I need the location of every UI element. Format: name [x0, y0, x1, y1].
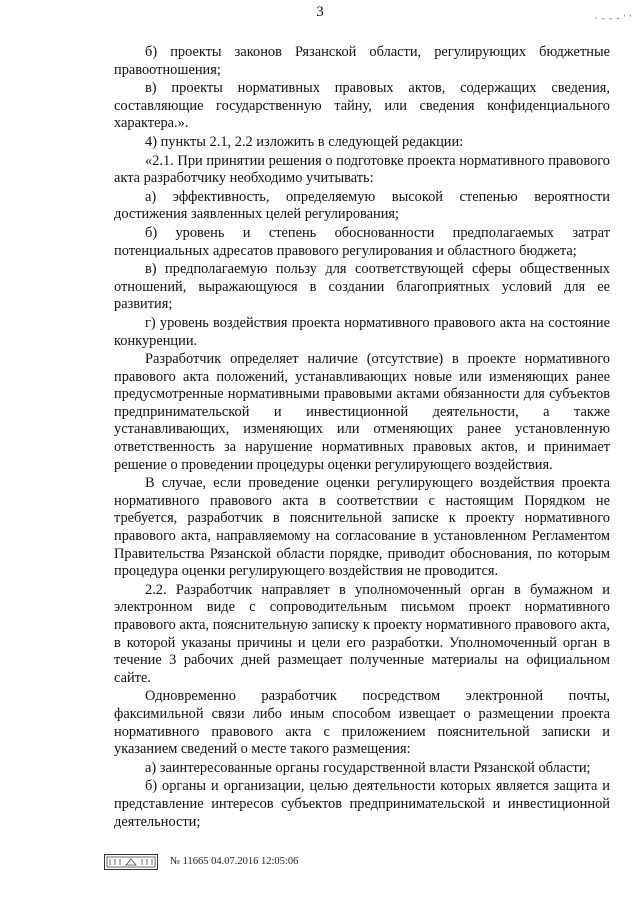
paragraph-6: б) уровень и степень обоснованности предполагаемых затрат потенциальных адресатов правового регулирования и областного бюджета;	[114, 224, 610, 259]
government-seal-icon	[104, 854, 158, 870]
paragraph-7: в) предполагаемую пользу для соответствующей сферы общественных отношений, выражающуюся в создании благоприятных условий для ее развития;	[114, 261, 610, 313]
paragraph-2: в) проекты нормативных правовых актов, содержащих сведения, составляющие государственную тайну, или сведения конфиденциального характера.».	[114, 80, 610, 132]
paragraph-11: 2.2. Разработчик направляет в уполномоченный орган в бумажном и электронном виде с сопроводительным письмом проект нормативного правового акта, пояснительную записку к проекту нормативного правового акта, в которой указаны причины и цели его разработки. Уполномоченный орган в течение 3 рабочих дней размещает полученные материалы на официальном сайте.	[114, 581, 610, 686]
document-stamp: № 11665 04.07.2016 12:05:06	[170, 856, 299, 868]
paragraph-12: Одновременно разработчик посредством электронной почты, факсимильной связи либо иным способом извещает о размещении проекта нормативного правового акта с приложением пояснительной записки и указанием сведений о месте такого размещения:	[114, 688, 610, 758]
paragraph-3: 4) пункты 2.1, 2.2 изложить в следующей редакции:	[145, 133, 464, 150]
paragraph-13: а) заинтересованные органы государственной власти Рязанской области;	[145, 759, 591, 776]
paragraph-9: Разработчик определяет наличие (отсутствие) в проекте нормативного правового акта положений, устанавливающих новые или изменяющих ранее предусмотренные нормативными правовыми актами обязанности для субъектов предпринимательской и инвестиционной деятельности, а также устанавливающих, изменяющих или отменяющих ранее установленную ответственность за нарушение нормативных правовых актов, и принимает решение о проведении процедуры оценки регулирующего воздействия.	[114, 351, 610, 473]
page-number: 3	[316, 4, 324, 20]
paragraph-8: г) уровень воздействия проекта нормативного правового акта на состояние конкуренции.	[114, 314, 610, 349]
footer	[104, 852, 298, 872]
paragraph-4: «2.1. При принятии решения о подготовке проекта нормативного правового акта разработчику необходимо учитывать:	[114, 152, 610, 187]
paragraph-10: В случае, если проведение оценки регулирующего воздействия проекта нормативного правового акта в соответствии с настоящим Порядком не требуется, разработчик в пояснительной записке к проекту нормативного правового акта, направляемому на согласование в установленном Регламентом Правительства Рязанской области порядке, приводит обоснования, по которым процедура оценки регулирующего воздействия не проводится.	[114, 475, 610, 580]
paragraph-14: б) органы и организации, целью деятельности которых является защита и представление интересов субъектов предпринимательской и инвестиционной деятельности;	[114, 778, 610, 830]
paragraph-5: а) эффективность, определяемую высокой степенью вероятности достижения заявленных целей регулирования;	[114, 188, 610, 223]
body-text	[114, 44, 610, 832]
paragraph-1: б) проекты законов Рязанской области, регулирующих бюджетные правоотношения;	[114, 44, 610, 78]
corner-mark: · - - - ' '	[594, 13, 632, 23]
